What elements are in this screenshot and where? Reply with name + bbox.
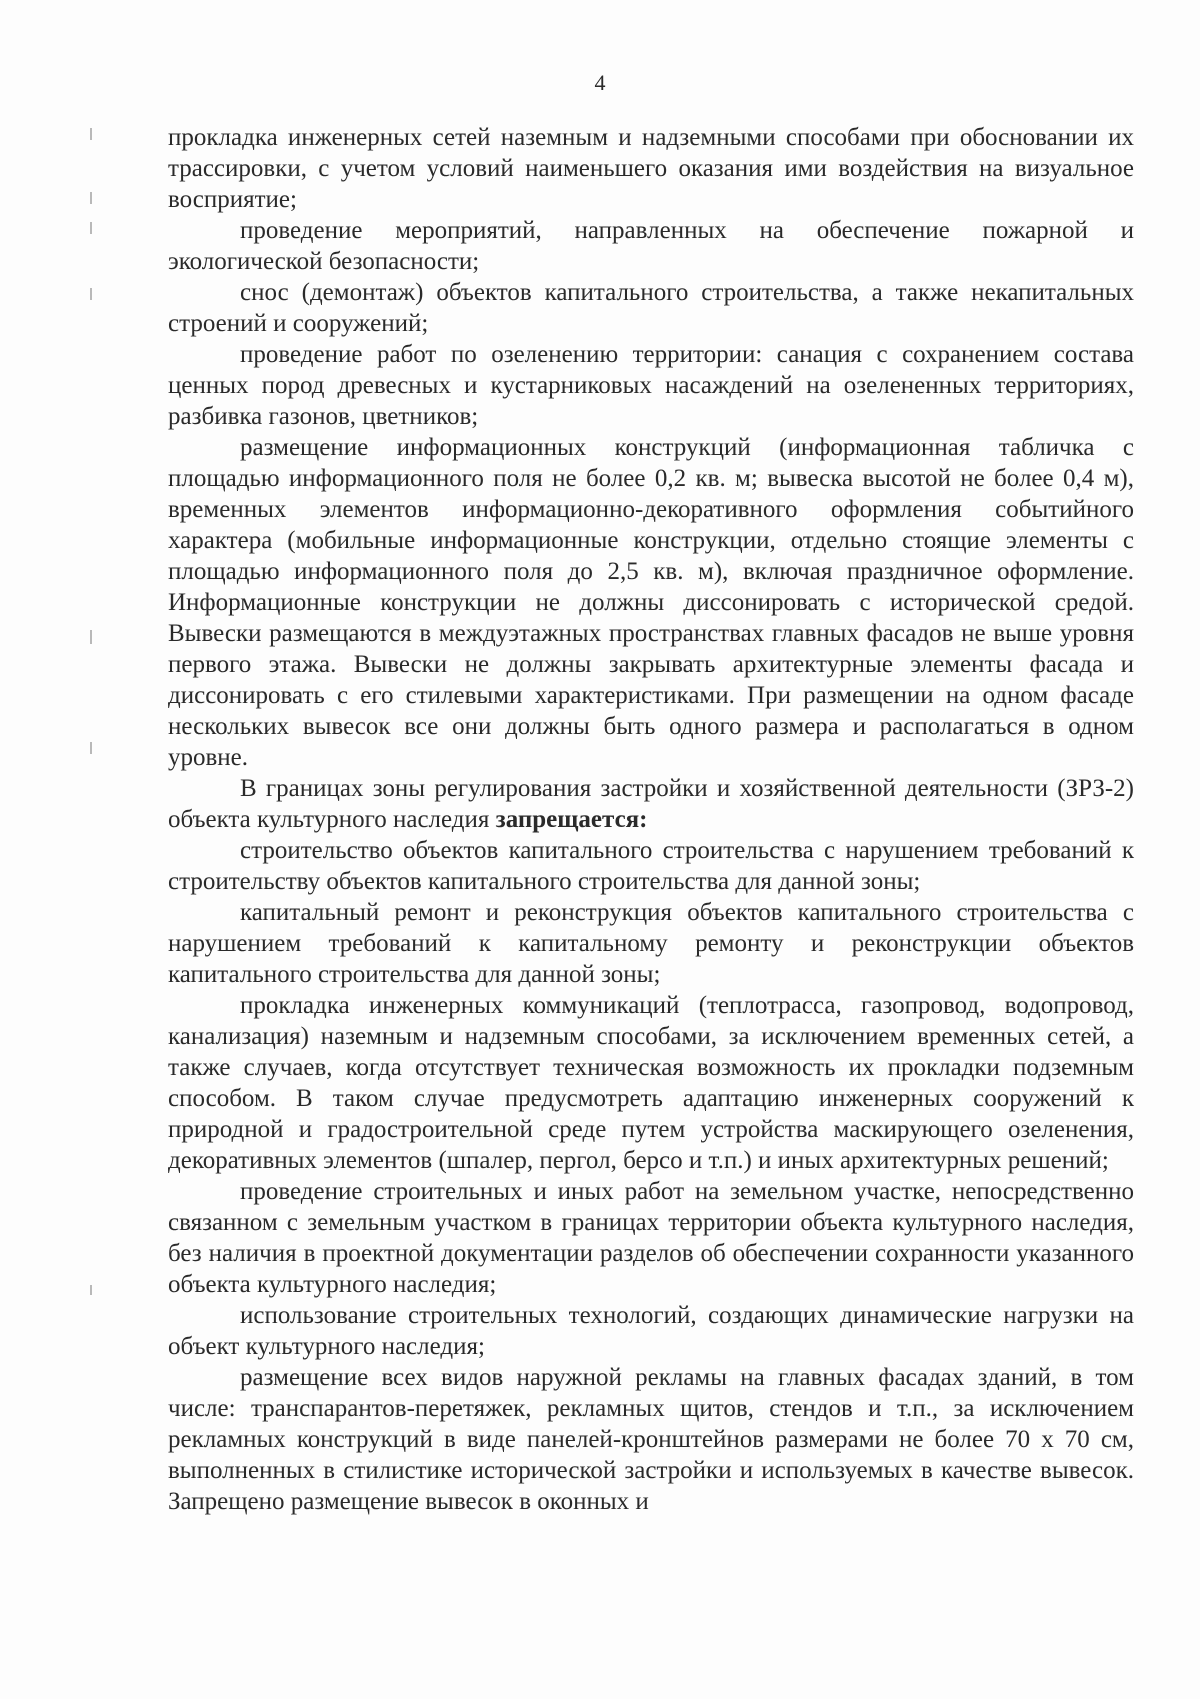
document-body [168,122,1134,1517]
paragraph: строительство объектов капитального строительства с нарушением требований к строительству объектов капитального строительства для данной зоны; [168,837,1134,895]
paragraph: прокладка инженерных коммуникаций (теплотрасса, газопровод, водопровод, канализация) наземным и надземным способами, за исключением временных сетей, а также случаев, когда отсутствует техническая возможность их прокладки подземным способом. В таком случае предусмотреть адаптацию инженерных сооружений к природной и градостроительной среде путем устройства маскирующего озеленения, декоративных элементов (шпалер, пергол, берсо и т.п.) и иных архитектурных решений; [168,992,1134,1174]
paragraph: снос (демонтаж) объектов капитального строительства, а также некапитальных строений и сооружений; [168,279,1134,337]
scan-margin-mark [90,222,92,234]
paragraph: проведение строительных и иных работ на земельном участке, непосредственно связанном с земельным участком в границах территории объекта культурного наследия, без наличия в проектной документации разделов об обеспечении сохранности указанного объекта культурного наследия; [168,1178,1134,1298]
scan-margin-mark [90,192,92,204]
scan-margin-mark [90,128,92,140]
prohibited-label: запрещается: [495,806,648,833]
scan-margin-mark [90,288,92,300]
scan-margin-mark [90,630,92,644]
page-number: 4 [594,70,606,95]
paragraph: размещение информационных конструкций (информационная табличка с площадью информационного поля не более 0,2 кв. м; вывеска высотой не более 0,4 м), временных элементов информационно-декоративного оформления событийного характера (мобильные информационные конструкции, отдельно стоящие элементы с площадью информационного поля до 2,5 кв. м), включая праздничное оформление. Информационные конструкции не должны диссонировать с исторической средой. Вывески размещаются в междуэтажных пространствах главных фасадов не выше уровня первого этажа. Вывески не должны закрывать архитектурные элементы фасада и диссонировать с его стилевыми характеристиками. При размещении на одном фасаде нескольких вывесок все они должны быть одного размера и располагаться в одном уровне. [168,434,1134,771]
scan-margin-mark [90,1285,92,1295]
paragraph: использование строительных технологий, создающих динамические нагрузки на объект культурного наследия; [168,1302,1134,1360]
paragraph-text: В границах зоны регулирования застройки и хозяйственной деятельности (ЗРЗ-2) объекта культурного наследия [168,775,1134,833]
paragraph: прокладка инженерных сетей наземным и надземными способами при обосновании их трассировки, с учетом условий наименьшего оказания ими воздействия на визуальное восприятие; [168,124,1134,213]
paragraph: проведение работ по озеленению территории: санация с сохранением состава ценных пород древесных и кустарниковых насаждений на озелененных территориях, разбивка газонов, цветников; [168,341,1134,430]
paragraph: размещение всех видов наружной рекламы на главных фасадах зданий, в том числе: транспарантов-перетяжек, рекламных щитов, стендов и т.п., за исключением рекламных конструкций в виде панелей-кронштейнов размерами не более 70 х 70 см, выполненных в стилистике исторической застройки и используемых в качестве вывесок. Запрещено размещение вывесок в оконных и [168,1364,1134,1515]
scan-margin-mark [90,742,92,754]
paragraph: капитальный ремонт и реконструкция объектов капитального строительства с нарушением требований к капитальному ремонту и реконструкции объектов капитального строительства для данной зоны; [168,899,1134,988]
paragraph-zrz2-heading [168,773,1134,835]
paragraph: проведение мероприятий, направленных на обеспечение пожарной и экологической безопасности; [168,217,1134,275]
